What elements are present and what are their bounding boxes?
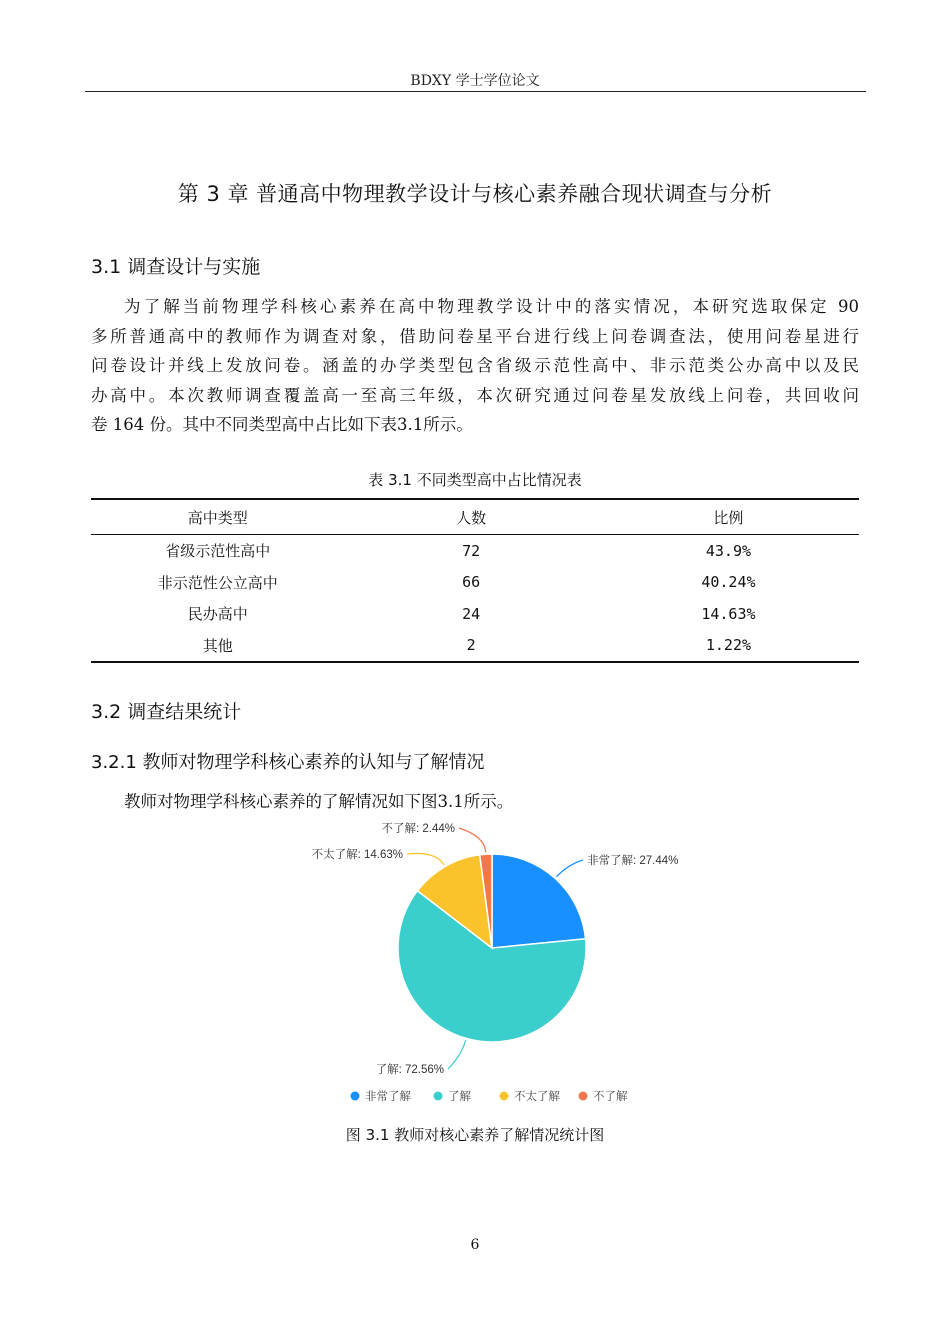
table-cell: 非示范性公立高中: [157, 573, 278, 592]
legend-label: 非常了解: [365, 1091, 411, 1103]
pie-label-leader: [448, 1040, 466, 1069]
pie-label-leader: [459, 828, 486, 852]
table-cell: 24: [462, 604, 481, 623]
legend-swatch: [579, 1092, 588, 1101]
page-number: 6: [470, 1237, 480, 1253]
table-cell: 43.9%: [705, 541, 752, 560]
pie-slice-label: 不了解: 2.44%: [381, 823, 455, 835]
table-row: [91, 598, 859, 630]
table-cell: 40.24%: [701, 573, 756, 592]
table-cell: 66: [462, 573, 481, 592]
legend-swatch: [434, 1092, 443, 1101]
pie-slice: [492, 854, 586, 948]
section-title-3-1: 3.1 调查设计与实施: [91, 256, 261, 278]
table-3-1-caption: 表 3.1 不同类型高中占比情况表: [368, 471, 582, 489]
table-cell: 1.22%: [598, 630, 859, 663]
section-title-3-2: 3.2 调查结果统计: [91, 701, 242, 723]
pie-chart: [285, 812, 705, 1112]
pie-label-leader: [557, 860, 584, 877]
legend-swatch: [351, 1092, 360, 1101]
table-row: [91, 630, 859, 663]
section-3-1-paragraph: [91, 292, 859, 440]
pie-label-leader: [407, 853, 444, 864]
table-cell: 民办高中: [187, 605, 248, 624]
legend-label: 了解: [448, 1091, 471, 1103]
table-row: [91, 535, 859, 567]
paragraph-line: 为了解当前物理学科核心素养在高中物理教学设计中的落实情况，本研究选取保定 90: [124, 297, 859, 316]
table-cell: 2: [344, 630, 597, 663]
running-header: BDXY 学士学位论文: [410, 73, 540, 89]
paragraph-line: 办高中。本次教师调查覆盖高一至高三年级，本次研究通过问卷星发放线上问卷，共回收问: [91, 385, 859, 405]
table-row: [91, 567, 859, 599]
table-cell: 72: [462, 541, 481, 560]
table-header-row: [91, 499, 859, 535]
paragraph-line: 多所普通高中的教师作为调查对象，借助问卷星平台进行线上问卷调查法，使用问卷星进行: [91, 326, 859, 346]
paragraph-line: 问卷设计并线上发放问卷。涵盖的办学类型包含省级示范性高中、非示范类公办高中以及民: [91, 356, 859, 375]
table-cell: 其他: [91, 630, 344, 663]
table-3-1: [91, 498, 859, 663]
figure-3-1-caption: 图 3.1 教师对核心素养了解情况统计图: [345, 1126, 605, 1144]
legend-swatch: [500, 1092, 509, 1101]
table-header-cell: 比例: [598, 499, 859, 535]
table-cell: 14.63%: [701, 604, 756, 623]
legend-label: 不太了解: [514, 1091, 560, 1103]
table-cell: 省级示范性高中: [165, 542, 271, 561]
legend-label: 不了解: [593, 1091, 628, 1103]
pie-slice-label: 了解: 72.56%: [375, 1064, 444, 1076]
table-header-cell: 人数: [344, 499, 597, 535]
chapter-title: 第 3 章 普通高中物理教学设计与核心素养融合现状调查与分析: [177, 182, 773, 206]
header-rule: [85, 91, 866, 92]
section-title-3-2-1: 3.2.1 教师对物理学科核心素养的认知与了解情况: [91, 752, 485, 773]
paragraph-line: 教师对物理学科核心素养的了解情况如下图3.1所示。: [124, 792, 514, 811]
paragraph-line: 卷 164 份。其中不同类型高中占比如下表3.1所示。: [91, 415, 473, 434]
table-header-cell: 高中类型: [91, 499, 344, 535]
pie-slice-label: 不太了解: 14.63%: [311, 849, 403, 861]
pie-slice-label: 非常了解: 27.44%: [587, 855, 679, 867]
